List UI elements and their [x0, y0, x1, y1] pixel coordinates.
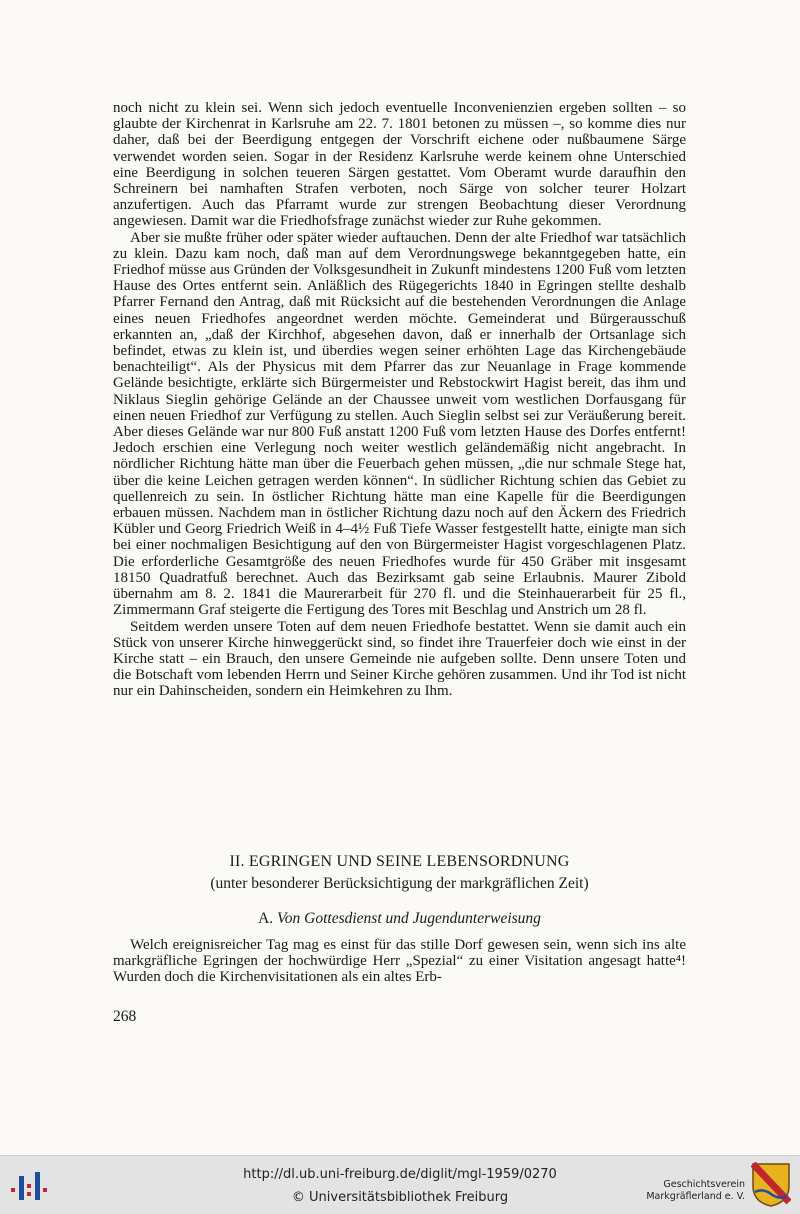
- subheading-letter: A.: [258, 910, 274, 927]
- viewer-footer: [0, 1155, 800, 1214]
- section-subtitle: (unter besonderer Berücksichtigung der markgräflichen Zeit): [210, 875, 589, 892]
- society-name: [646, 1179, 745, 1203]
- paragraph: noch nicht zu klein sei. Wenn sich jedoch eventuelle Inconvenienzien ergeben sollten – so glaubte der Kirchenrat in Karlsruhe am 22. 7. 1801 betonen zu müssen –, so komme dies nur daher, daß bei der Beerdigung entgegen der Vorschrift eichene oder nußbaumene Särge verwendet worden seien. Sogar in der Residenz Karlsruhe werde keinem ohne Unterschied eine Beerdigung in solchen teueren Särgen gestattet. Vom Oberamt wurde daraufhin den Schreinern bei namhaften Strafen verboten, noch Särge von solcher teurer Holzart anzufertigen. Auch das Pfarramt wurde zur strengen Beobachtung dieser Verordnung angewiesen. Damit war die Friedhofsfrage zunächst wieder zur Ruhe gekommen.: [113, 100, 686, 230]
- paragraph: Aber sie mußte früher oder später wieder auftauchen. Denn der alte Friedhof war tatsächlich zu klein. Dazu kam noch, daß man auf dem Verordnungswege bekanntgegeben hatte, ein Friedhof müsse aus Gründen der Volksgesundheit in Zukunft mindestens 1200 Fuß vom letzten Hause des Ortes entfernt sein. Anläßlich des Rügegerichts 1840 in Egringen stellte deshalb Pfarrer Fernand den Antrag, daß mit Rücksicht auf die bestehenden Verordnungen die Anlage eines neuen Friedhofes angeordnet werden möchte. Gemeinderat und Bürgerausschuß erkannten an, „daß der Kirchhof, abgesehen davon, daß er innerhalb der Ortsanlage sich befindet, etwas zu klein ist, und überdies wegen seiner erhöhten Lage das Kirchengebäude benachteiligt“. Als der Physicus mit dem Pfarrer das zur Neuanlage in Frage kommende Gelände besichtigte, erklärte sich Bürgermeister und Rebstockwirt Hagist bereit, das ihm und Niklaus Sieglin gehörige Gelände an der Chaussee unweit vom westlichen Dorfausgang für einen neuen Friedhof zur Verfügung zu stellen. Auch Sieglin selbst sei zur Veräußerung bereit. Aber dieses Gelände war nur 800 Fuß anstatt 1200 Fuß vom letzten Hause des Dorfes entfernt! Jedoch erschien eine Verlegung noch weiter westlich geländemäßig nicht angebracht. In nördlicher Richtung hätte man über die Feuerbach gehen müssen, „die nur schmale Stege hat, über die keine Leichen getragen werden können“. In südlicher Richtung schien das Gebiet zu quellenreich zu sein. In östlicher Richtung hätte man eine Kapelle für die Beerdigungen erbauen müssen. Nachdem man in östlicher Richtung dazu noch auf den Äckern des Friedrich Kübler und Georg Friedrich Weiß in 4–4½ Fuß Tiefe Wasser festgestellt hatte, einigte man sich bei einer nochmaligen Besichtigung auf den von Bürgermeister Hagist vorgeschlagenen Platz. Die erforderliche Gesamtgröße des neuen Friedhofes wurde für 450 Gräber mit insgesamt 18150 Quadratfuß berechnet. Auch das Bezirksamt gab seine Erlaubnis. Maurer Zibold übernahm am 8. 2. 1841 die Maurerarbeit für 270 fl. und die Steinhauerarbeit für 25 fl., Zimmermann Graf steigerte die Fertigung des Tores mit Beschlag und Anstrich um 28 fl.: [113, 229, 686, 619]
- paragraph: Seitdem werden unsere Toten auf dem neuen Friedhofe bestattet. Wenn sie damit auch ein Stück von unserer Kirche hinweggerückt sind, so findet ihre Trauerfeier doch wie einst in der Kirche statt – ein Brauch, den unsere Gemeinde nie aufgeben sollte. Denn unsere Toten und die Botschaft vom lebenden Herrn und Seiner Kirche gehören zusammen. Und ihr Tod ist nicht nur ein Dahinscheiden, sondern ein Heimkehren zu Ihm.: [113, 618, 686, 700]
- subheading: [113, 909, 686, 929]
- society-line-1: Geschichtsverein: [663, 1179, 745, 1190]
- coat-of-arms-icon: [751, 1162, 791, 1208]
- society-line-2: Markgräflerland e. V.: [646, 1191, 745, 1202]
- page-number: 268: [113, 1008, 137, 1025]
- paragraph: Welch ereignisreicher Tag mag es einst für das stille Dorf gewesen sein, wenn sich ins alte markgräfliche Egringen der hochwürdige Herr „Spezial“ zu einer Visitation angesagt hatte⁴! Wurden doch die Kirchenvisitationen als ein altes Erb-: [113, 937, 686, 986]
- section-body: [113, 937, 686, 986]
- subheading-text: Von Gottesdienst und Jugendunterweisung: [277, 910, 541, 927]
- copyright-text: © Universitätsbibliothek Freiburg: [291, 1190, 509, 1205]
- section-title: II. EGRINGEN UND SEINE LEBENSORDNUNG: [229, 853, 570, 870]
- body-text: [113, 100, 686, 700]
- document-url-link[interactable]: http://dl.ub.uni-freiburg.de/diglit/mgl-1959/0270: [243, 1167, 557, 1182]
